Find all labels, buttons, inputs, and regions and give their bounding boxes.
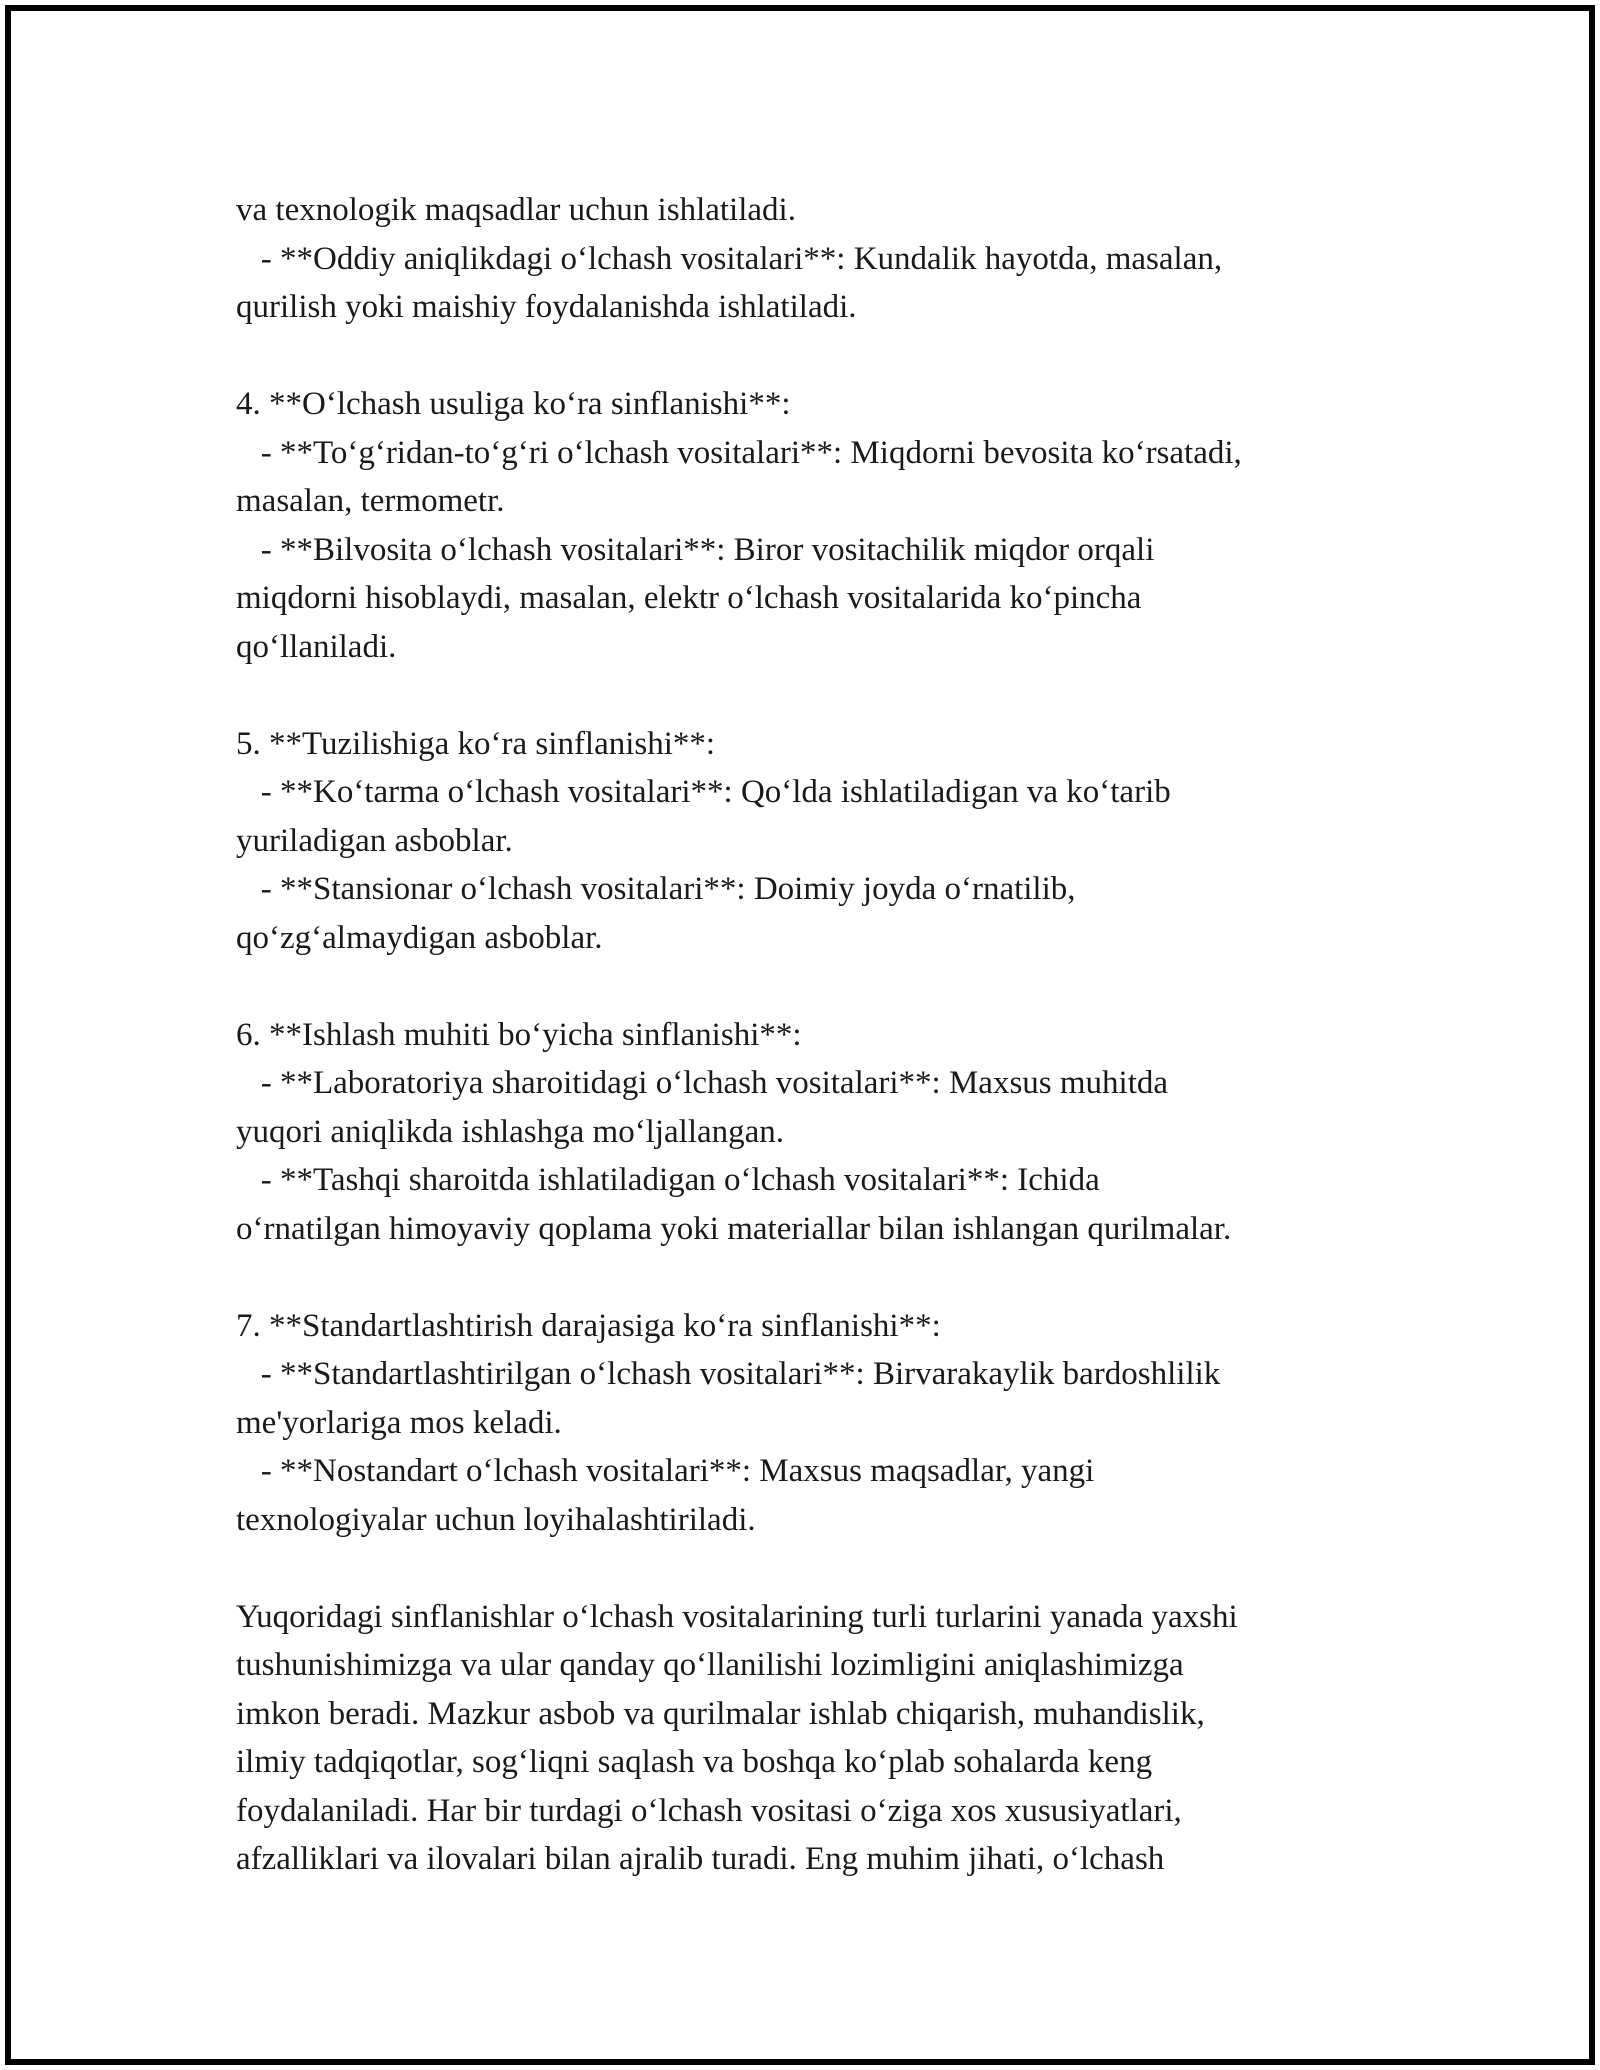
blank-line — [236, 1253, 1386, 1302]
text-line: texnologiyalar uchun loyihalashtiriladi. — [236, 1501, 756, 1538]
text-line: - **Laboratoriya sharoitidagi o‘lchash vositalari**: Maxsus muhitda — [236, 1065, 1169, 1101]
text-line: yuqori aniqlikda ishlashga mo‘ljallangan. — [236, 1113, 785, 1150]
paragraph-line: imkon beradi. Mazkur asbob va qurilmalar ishlab chiqarish, muhandislik, — [236, 1695, 1205, 1732]
text-line: - **Standartlashtirilgan o‘lchash vositalari**: Birvarakaylik bardoshlilik — [236, 1356, 1221, 1392]
document-body — [236, 186, 1386, 1884]
blank-line — [236, 1544, 1386, 1593]
blank-line — [236, 332, 1386, 381]
text-line: - **Ko‘tarma o‘lchash vositalari**: Qo‘lda ishlatiladigan va ko‘tarib — [236, 774, 1171, 810]
text-line: me'yorlariga mos keladi. — [236, 1404, 562, 1441]
blank-line — [236, 671, 1386, 720]
text-line: - **Oddiy aniqlikdagi o‘lchash vositalari**: Kundalik hayotda, masalan, — [236, 240, 1223, 277]
text-line: - **Nostandart o‘lchash vositalari**: Maxsus maqsadlar, yangi — [236, 1453, 1095, 1489]
text-line: masalan, termometr. — [236, 483, 505, 519]
section-heading: 7. **Standartlashtirish darajasiga ko‘ra sinflanishi**: — [236, 1307, 941, 1344]
paragraph-line: ilmiy tadqiqotlar, sog‘liqni saqlash va boshqa ko‘plab sohalarda keng — [236, 1744, 1153, 1780]
text-line: - **Tashqi sharoitda ishlatiladigan o‘lchash vositalari**: Ichida — [236, 1162, 1100, 1198]
text-line: qurilish yoki maishiy foydalanishda ishlatiladi. — [236, 289, 857, 325]
text-line: qo‘zg‘almaydigan asboblar. — [236, 919, 603, 956]
paragraph-line: Yuqoridagi sinflanishlar o‘lchash vositalarining turli turlarini yanada yaxshi — [236, 1598, 1238, 1635]
section-heading: 4. **O‘lchash usuliga ko‘ra sinflanishi**: — [236, 386, 791, 422]
text-line: yuriladigan asboblar. — [236, 822, 513, 859]
text-line: qo‘llaniladi. — [236, 628, 397, 665]
text-line: o‘rnatilgan himoyaviy qoplama yoki materiallar bilan ishlangan qurilmalar. — [236, 1210, 1232, 1247]
text-line: va texnologik maqsadlar uchun ishlatiladi. — [236, 192, 796, 228]
section-heading: 5. **Tuzilishiga ko‘ra sinflanishi**: — [236, 725, 716, 762]
paragraph-line: foydalaniladi. Har bir turdagi o‘lchash vositasi o‘ziga xos xususiyatlari, — [236, 1792, 1182, 1829]
text-line: miqdorni hisoblaydi, masalan, elektr o‘lchash vositalarida ko‘pincha — [236, 580, 1142, 616]
text-line: - **To‘g‘ridan-to‘g‘ri o‘lchash vositalari**: Miqdorni bevosita ko‘rsatadi, — [236, 434, 1242, 471]
blank-line — [236, 962, 1386, 1011]
text-line: - **Bilvosita o‘lchash vositalari**: Biror vositachilik miqdor orqali — [236, 531, 1155, 568]
paragraph-line: tushunishimizga va ular qanday qo‘llanilishi lozimligini aniqlashimizga — [236, 1647, 1184, 1683]
paragraph-line: afzalliklari va ilovalari bilan ajralib turadi. Eng muhim jihati, o‘lchash — [236, 1841, 1165, 1877]
text-line: - **Stansionar o‘lchash vositalari**: Doimiy joyda o‘rnatilib, — [236, 871, 1076, 907]
section-heading: 6. **Ishlash muhiti bo‘yicha sinflanishi**: — [236, 1016, 802, 1053]
